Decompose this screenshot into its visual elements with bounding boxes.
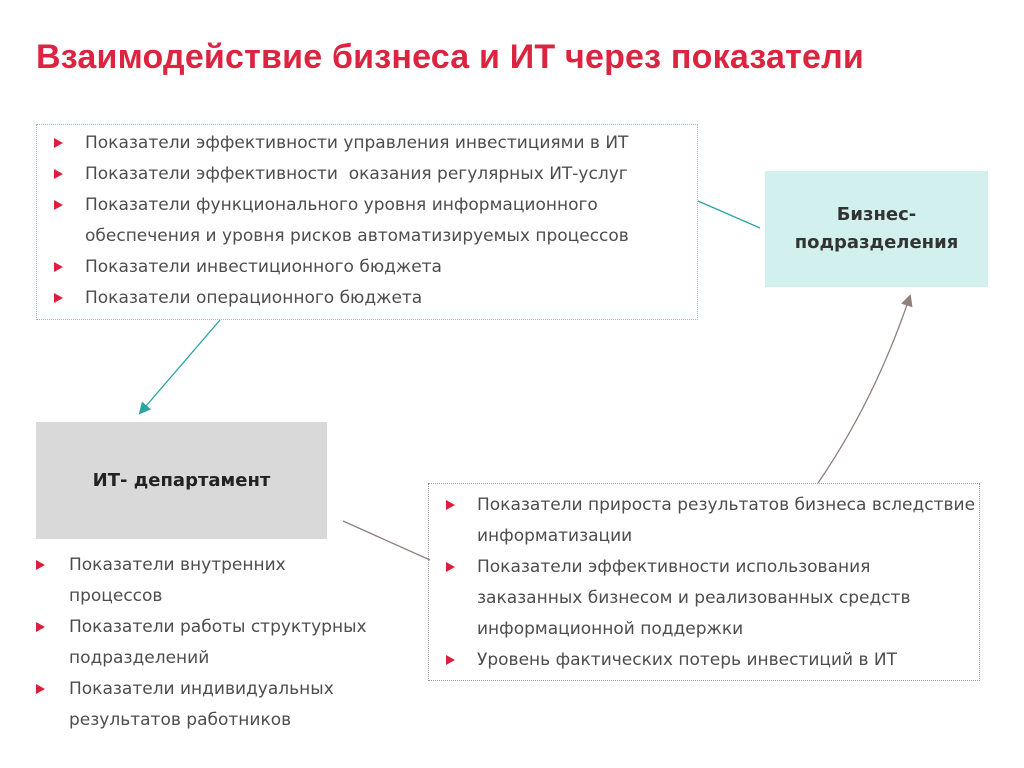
business-units-label: Бизнес-подразделения [794,204,959,253]
list-item: Показатели операционного бюджета [37,283,697,314]
list-item: Показатели эффективности использования заказанных бизнесом и реализованных средств информационной поддержки [429,552,979,645]
list-item: Уровень фактических потерь инвестиций в ИТ [429,645,979,676]
bullet-triangle-icon [54,262,63,272]
list-item: Показатели инвестиционного бюджета [37,252,697,283]
list-item: Показатели функционального уровня информационного обеспечения и уровня рисков автоматизируемых процессов [37,190,697,252]
bullet-triangle-icon [54,169,63,179]
bullet-triangle-icon [54,200,63,210]
list-item: Показатели внутренних процессов [36,550,376,612]
bottom-indicators-box [428,483,980,681]
it-department-box [36,422,327,539]
arrow-top-box-to-it [140,320,220,413]
bullet-triangle-icon [36,684,45,694]
top-indicators-box [36,124,698,320]
page-title: Взаимодействие бизнеса и ИТ через показатели [36,38,864,76]
list-item: Показатели эффективности управления инвестициями в ИТ [37,128,697,159]
bullet-triangle-icon [36,560,45,570]
list-item: Показатели работы структурных подразделений [36,612,376,674]
it-indicators [36,550,376,736]
bullet-triangle-icon [446,655,455,665]
bullet-triangle-icon [446,562,455,572]
bullet-triangle-icon [54,138,63,148]
top-indicators-list [37,128,697,314]
bottom-indicators-list [429,490,979,676]
list-item: Показатели эффективности оказания регулярных ИТ-услуг [37,159,697,190]
it-department-label: ИТ- департамент [92,470,271,491]
list-item: Показатели индивидуальных результатов работников [36,674,376,736]
bullet-triangle-icon [446,500,455,510]
bullet-triangle-icon [54,293,63,303]
it-indicators-list [36,550,376,736]
list-item: Показатели прироста результатов бизнеса вследствие информатизации [429,490,979,552]
business-units-box [765,171,988,287]
arrow-bottom-box-to-business [818,296,910,483]
bullet-triangle-icon [36,622,45,632]
connector-top-box-to-business [698,201,760,228]
